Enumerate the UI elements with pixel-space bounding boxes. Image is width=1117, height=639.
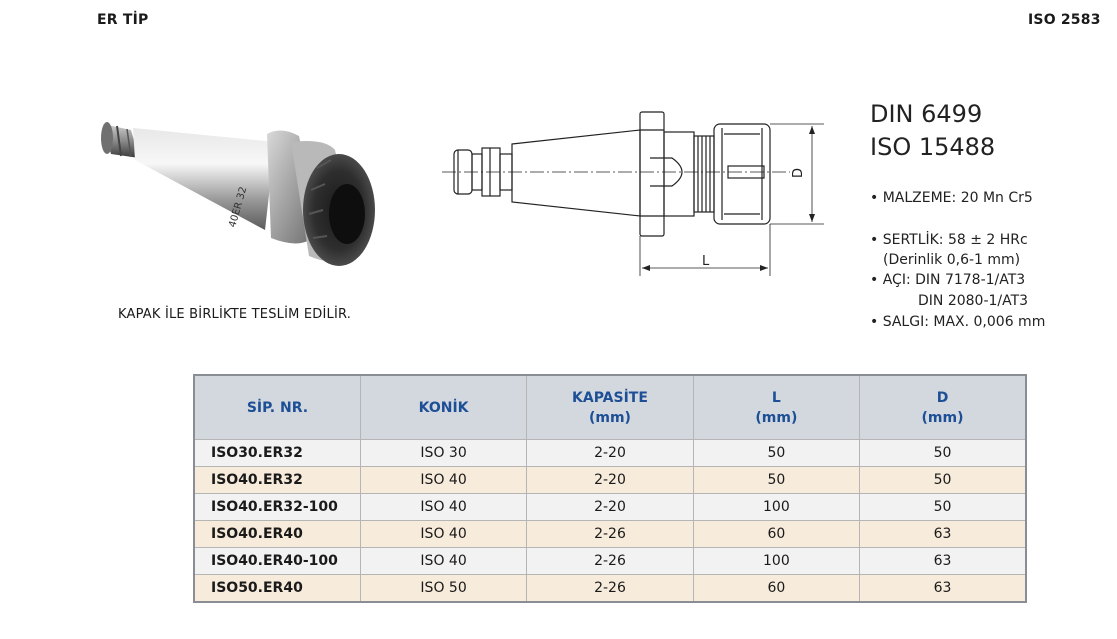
header-capacity: KAPASİTE (mm) [527, 375, 693, 440]
cell-taper: ISO 40 [360, 467, 526, 494]
cell-order-no: ISO50.ER40 [194, 575, 360, 603]
header-length: L (mm) [693, 375, 859, 440]
spec-angle-2: DIN 2080-1/AT3 [918, 293, 1029, 309]
cell-length: 50 [693, 440, 859, 467]
cell-length: 100 [693, 548, 859, 575]
cell-capacity: 2-26 [527, 521, 693, 548]
table-row [194, 494, 1026, 521]
header-order-no: SİP. NR. [194, 375, 360, 440]
spec-angle: • AÇI: DIN 7178-1/AT3 [870, 272, 1026, 288]
cell-length: 60 [693, 521, 859, 548]
cell-taper: ISO 30 [360, 440, 526, 467]
cell-diameter: 50 [860, 467, 1026, 494]
cell-taper: ISO 50 [360, 575, 526, 603]
cell-capacity: 2-26 [527, 548, 693, 575]
cell-order-no: ISO40.ER40 [194, 521, 360, 548]
table-row [194, 440, 1026, 467]
dim-l-label: L [702, 254, 710, 269]
delivery-note: KAPAK İLE BİRLİKTE TESLİM EDİLİR. [118, 307, 352, 322]
header-diameter: D (mm) [860, 375, 1026, 440]
cell-diameter: 63 [860, 521, 1026, 548]
cell-order-no: ISO30.ER32 [194, 440, 360, 467]
cell-order-no: ISO40.ER40-100 [194, 548, 360, 575]
cell-taper: ISO 40 [360, 521, 526, 548]
technical-drawing [440, 108, 830, 280]
standard-iso: ISO 15488 [870, 133, 996, 161]
cell-taper: ISO 40 [360, 548, 526, 575]
cell-diameter: 50 [860, 440, 1026, 467]
spec-runout: • SALGI: MAX. 0,006 mm [870, 314, 1046, 330]
spec-hardness: • SERTLİK: 58 ± 2 HRc [870, 232, 1028, 248]
cell-length: 50 [693, 467, 859, 494]
header-taper: KONİK [360, 375, 526, 440]
table-header-row [194, 375, 1026, 440]
photo-engraving: 40ER 32 [227, 185, 250, 229]
standard-din: DIN 6499 [870, 100, 983, 128]
cell-length: 60 [693, 575, 859, 603]
cell-taper: ISO 40 [360, 494, 526, 521]
cell-diameter: 63 [860, 575, 1026, 603]
cell-capacity: 2-20 [527, 467, 693, 494]
spec-hardness-depth: (Derinlik 0,6-1 mm) [883, 252, 1021, 268]
table-row [194, 521, 1026, 548]
product-table [193, 374, 1027, 603]
header-left: ER TİP [97, 12, 149, 28]
cell-order-no: ISO40.ER32 [194, 467, 360, 494]
table-row [194, 575, 1026, 603]
cell-diameter: 50 [860, 494, 1026, 521]
cell-capacity: 2-26 [527, 575, 693, 603]
cell-length: 100 [693, 494, 859, 521]
product-photo [95, 110, 385, 280]
dim-d-label: D [791, 167, 806, 178]
spec-material: • MALZEME: 20 Mn Cr5 [870, 190, 1033, 206]
cell-capacity: 2-20 [527, 494, 693, 521]
cell-diameter: 63 [860, 548, 1026, 575]
table-row [194, 467, 1026, 494]
header-right: ISO 2583 [1028, 12, 1101, 28]
cell-capacity: 2-20 [527, 440, 693, 467]
cell-order-no: ISO40.ER32-100 [194, 494, 360, 521]
table-row [194, 548, 1026, 575]
